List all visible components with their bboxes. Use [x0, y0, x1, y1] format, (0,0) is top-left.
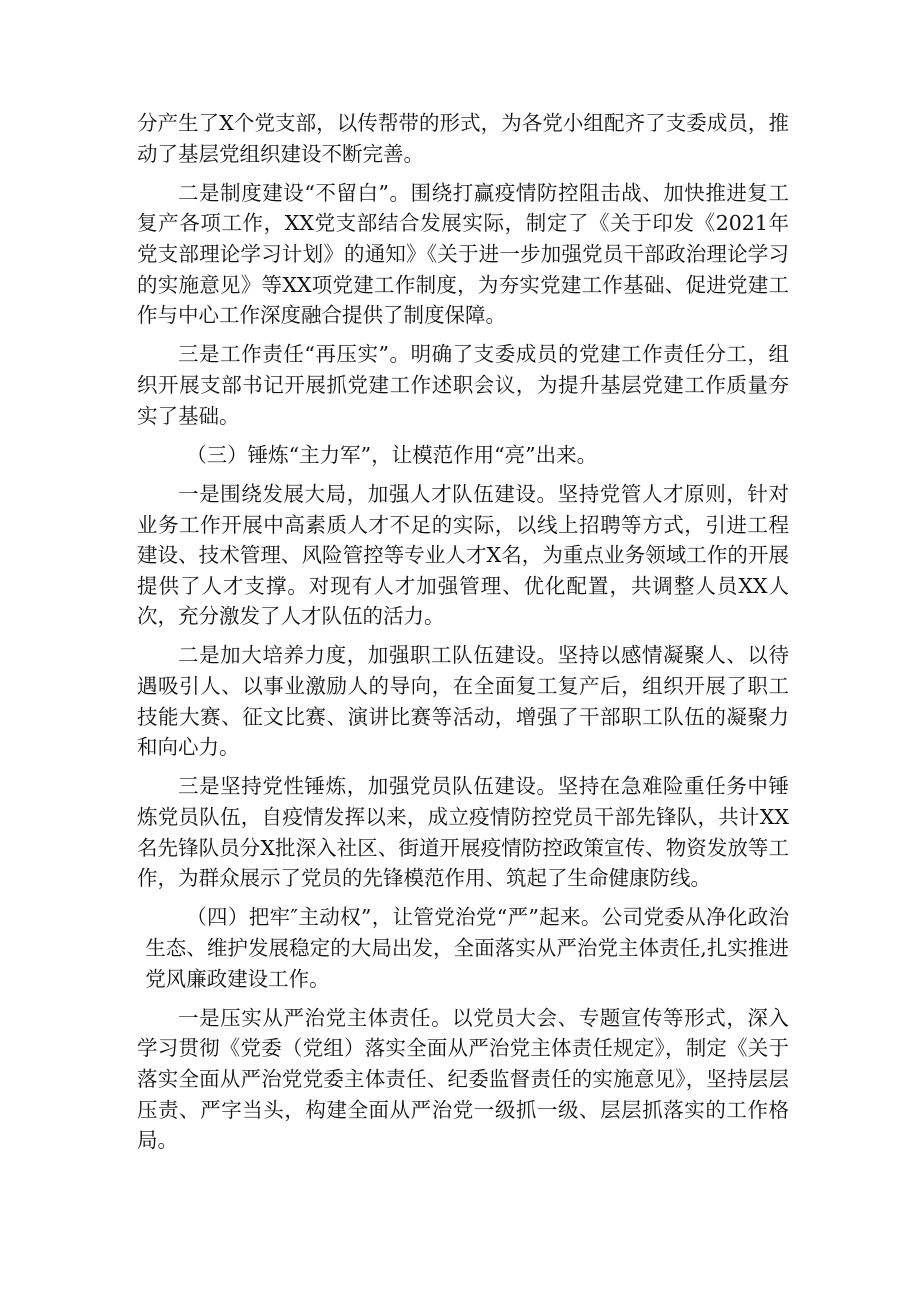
paragraph-system-building: 二是制度建设“不留白”。围绕打赢疫情防控阻击战、加快推进复工复产各项工作，XX党支部结合发展实际，制定了《关于印发《2021年党支部理论学习计划》的通知》《关于进一步加强党员干部政治理论学习的实施意见》等XX项党建工作制度，为夯实党建工作基础、促进党建工作与中心工作深度融合提供了制度保障。: [137, 180, 789, 328]
paragraph-talent-team: 一是围绕发展大局，加强人才队伍建设。坚持党管人才原则，针对业务工作开展中高素质人才不足的实际，以线上招聘等方式，引进工程建设、技术管理、风险管控等专业人才X名，为重点业务领域工作的开展提供了人才支撑。对现有人才加强管理、优化配置，共调整人员XX人次，充分激发了人才队伍的活力。: [137, 481, 789, 629]
paragraph-strict-governance: 一是压实从严治党主体责任。以党员大会、专题宣传等形式，深入学习贯彻《党委（党组）落实全面从严治党主体责任规定》，制定《关于落实全面从严治党党委主体责任、纪委监督责任的实施意见》，坚持层层压责、严字当头，构建全面从严治党一级抓一级、层层抓落实的工作格局。: [137, 1005, 789, 1153]
section-heading-3: （三）锤炼“主力军”，让模范作用“亮”出来。: [186, 442, 598, 467]
paragraph-party-member-team: 三是坚持党性锤炼，加强党员队伍建设。坚持在急难险重任务中锤炼党员队伍，自疫情发挥以来，成立疫情防控党员干部先锋队，共计XX名先锋队员分X批深入社区、街道开展疫情防控政策宣传、物资发放等工作，为群众展示了党员的先锋模范作用、筑起了生命健康防线。: [137, 774, 789, 891]
document-body: [137, 108, 789, 1164]
paragraph-continuation: 分产生了X个党支部，以传帮带的形式，为各党小组配齐了支委成员，推动了基层党组织建设不断完善。: [137, 111, 789, 166]
paragraph-staff-team: 二是加大培养力度，加强职工队伍建设。坚持以感情凝聚人、以待遇吸引人、以事业激励人的导向，在全面复工复产后，组织开展了职工技能大赛、征文比赛、演讲比赛等活动，增强了干部职工队伍的凝聚力和向心力。: [137, 643, 789, 760]
section-heading-4: （四）把牢″主动权”，让管党治党“严”起来。公司党委从净化政治生态、维护发展稳定的大局出发，全面落实从严治党主体责任,扎实推进党风廉政建设工作。: [145, 905, 789, 991]
paragraph-work-responsibility: 三是工作责任“再压实”。明确了支委成员的党建工作责任分工，组织开展支部书记开展抓党建工作述职会议，为提升基层党建工作质量夯实了基础。: [137, 342, 789, 428]
